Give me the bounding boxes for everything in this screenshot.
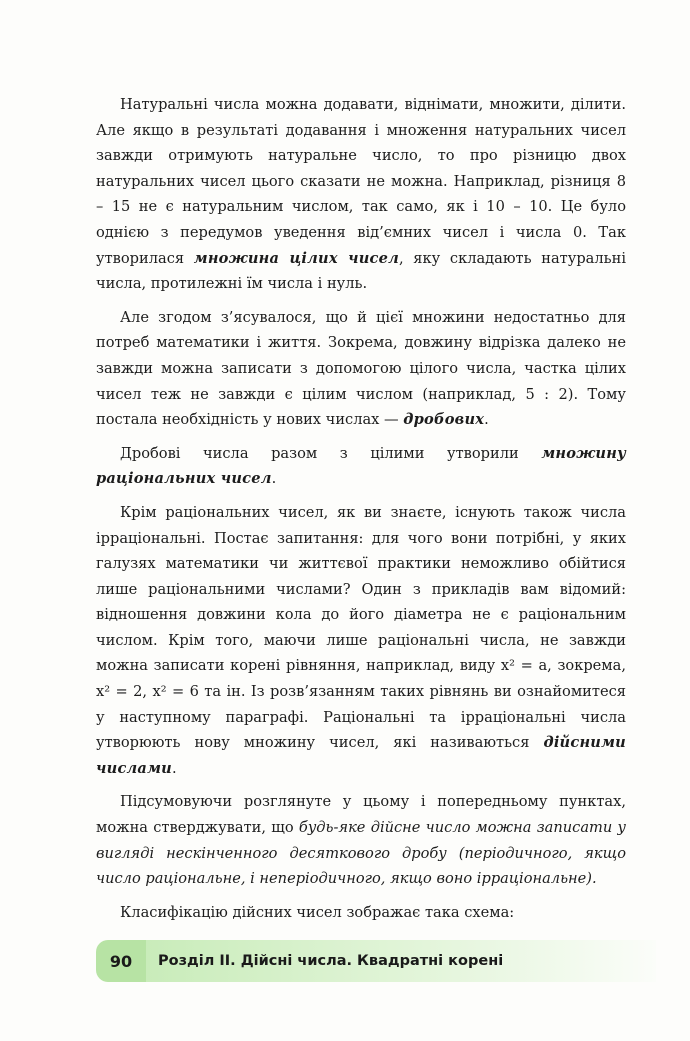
paragraph-summary <box>96 789 626 891</box>
paragraph-text: Підсумовуючи розглянуте у цьому і попередньому пунктах, можна стверджувати, що <box>96 793 626 837</box>
paragraph-scheme-intro <box>96 900 626 926</box>
paragraph-integers <box>96 92 626 297</box>
page-footer <box>96 940 656 982</box>
page-body <box>96 92 626 933</box>
paragraph-text: , яку складають натуральні числа, протилежні їм числа і нуль. <box>96 249 626 293</box>
paragraph-text: . <box>171 759 177 777</box>
term-integers: множина цілих чисел <box>193 249 399 267</box>
paragraph-fractions <box>96 305 626 433</box>
paragraph-rationals <box>96 441 626 492</box>
paragraph-text: Дробові числа разом з цілими утворили <box>120 444 542 462</box>
paragraph-irrationals <box>96 500 626 782</box>
paragraph-text: Але згодом з’ясувалося, що й цієї множини недостатньо для потреб математики і життя. Зокрема, довжину відрізка далеко не завжди можна записати з допомогою цілого числа, частка цілих чисел теж не завжди є цілим числом (наприклад, 5 : 2). Тому постала необхідність у нових числах — <box>96 308 626 429</box>
page-number: 90 <box>96 940 146 982</box>
emphasis-statement: будь-яке дійсне число можна записати у вигляді нескінченного десяткового дробу (періодичного, якщо число раціональне, і неперіодичного, якщо воно ірраціональне). <box>96 819 627 888</box>
paragraph-text: Класифікацію дійсних чисел зображає така схема: <box>120 903 515 921</box>
term-real-numbers: дійсними числами <box>96 734 626 777</box>
paragraph-text: Крім раціональних чисел, як ви знаєте, існують також числа ірраціональні. Постає запитання: для чого вони потрібні, у яких галузях математики чи життєвої практики неможливо обійтися лише раціональними числами? Один з прикладів вам відомий: відношення довжини кола до його діаметра не є раціональним числом. Крім того, маючи лише раціональні числа, не завжди можна записати корені рівняння, наприклад, виду x² = a, зокрема, x² = 2, x² = 6 та ін. Із розв’язанням таких рівнянь ви ознайомитеся у наступному параграфі. Раціональні та ірраціональні числа утворюють нову множину чисел, які називаються <box>96 503 626 752</box>
paragraph-text: Натуральні числа можна додавати, віднімати, множити, ділити. Але якщо в результаті додавання і множення натуральних чисел завжди отримують натуральне число, то про різницю двох натуральних чисел цього сказати не можна. Наприклад, різниця 8 – 15 не є натуральним числом, так само, як і 10 – 10. Це було однією з передумов уведення від’ємних чисел і числа 0. Так утворилася <box>96 96 626 267</box>
term-fractional: дробових <box>403 411 485 429</box>
term-rational-set: множину раціональних чисел <box>96 444 626 488</box>
paragraph-text: . <box>271 470 277 488</box>
paragraph-text: . <box>484 411 489 429</box>
section-title: Розділ ІІ. Дійсні числа. Квадратні корені <box>146 940 656 982</box>
